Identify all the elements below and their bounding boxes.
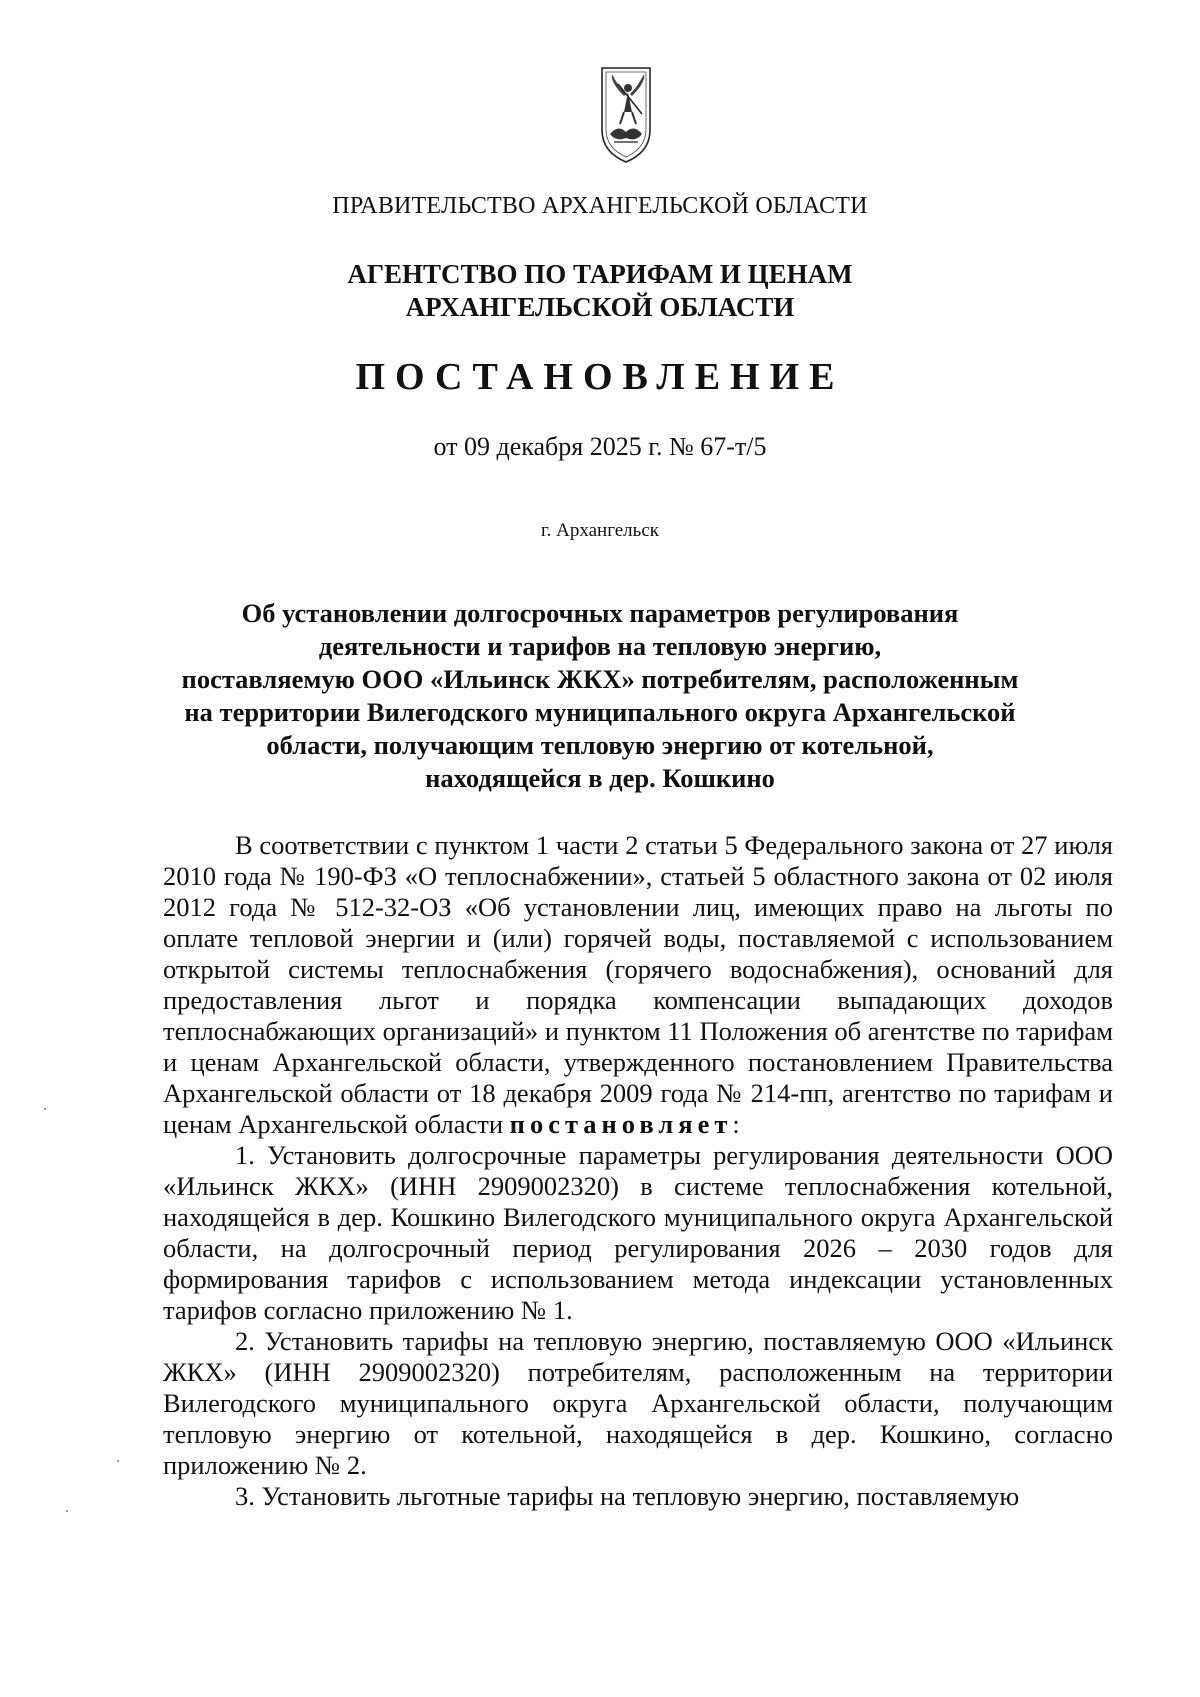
preamble-paragraph — [163, 830, 1113, 1140]
agency-name — [0, 258, 1200, 324]
title-line: находящейся в дер. Кошкино — [425, 763, 775, 793]
document-city: г. Архангельск — [540, 520, 659, 541]
decree-word: постановляет — [509, 1109, 733, 1139]
title-line: поставляемую ООО «Ильинск ЖКХ» потребителям, расположенным — [181, 664, 1019, 694]
scan-speck — [117, 1460, 119, 1462]
document-title — [0, 597, 1200, 795]
document-body — [163, 830, 1113, 1512]
decree-item-2: 2. Установить тарифы на тепловую энергию, поставляемую ООО «Ильинск ЖКХ» (ИНН 2909002320) потребителям, расположенным на территории Вилегодского муниципального округа Архангельской области, получающим тепловую энергию от котельной, находящейся в дер. Кошкино, согласно приложению № 2. — [163, 1326, 1113, 1480]
preamble-text: В соответствии с пунктом 1 части 2 статьи 5 Федерального закона от 27 июля 2010 года № 190-ФЗ «О теплоснабжении», статьей 5 областного закона от 02 июля 2012 года № 512-32-ОЗ «Об установлении лиц, имеющих право на льготы по оплате тепловой энергии и (или) горячей воды, поставляемой с использованием открытой системы теплоснабжения (горячего водоснабжения), оснований для предоставления льгот и порядка компенсации выпадающих доходов теплоснабжающих организаций» и пунктом 11 Положения об агентстве по тарифам и ценам Архангельской области, утвержденного постановлением Правительства Архангельской области от 18 декабря 2009 года № 214-пп, агентство по тарифам и ценам Архангельской области — [163, 830, 1113, 1139]
scan-speck — [44, 1108, 46, 1110]
coat-of-arms-icon — [598, 64, 654, 164]
agency-name-line: АГЕНТСТВО ПО ТАРИФАМ И ЦЕНАМ — [347, 259, 853, 289]
government-name: ПРАВИТЕЛЬСТВО АРХАНГЕЛЬСКОЙ ОБЛАСТИ — [332, 193, 868, 219]
document-date-number: от 09 декабря 2025 г. № 67-т/5 — [433, 432, 767, 461]
document-type: ПОСТАНОВЛЕНИЕ — [355, 356, 845, 398]
title-line: на территории Вилегодского муниципального округа Архангельской — [184, 697, 1016, 727]
decree-item-3: 3. Установить льготные тарифы на тепловую энергию, поставляемую — [235, 1481, 1020, 1511]
title-line: области, получающим тепловую энергию от котельной, — [266, 730, 934, 760]
title-line: Об установлении долгосрочных параметров регулирования — [241, 598, 959, 628]
decree-item-1: 1. Установить долгосрочные параметры регулирования деятельности ООО «Ильинск ЖКХ» (ИНН 2909002320) в системе теплоснабжения котельной, находящейся в дер. Кошкино Вилегодского муниципального округа Архангельской области, на долгосрочный период регулирования 2026 – 2030 годов для формирования тарифов с использованием метода индексации установленных тарифов согласно приложению № 1. — [163, 1140, 1113, 1325]
title-line: деятельности и тарифов на тепловую энергию, — [318, 631, 882, 661]
agency-name-line: АРХАНГЕЛЬСКОЙ ОБЛАСТИ — [405, 292, 795, 322]
decree-colon: : — [732, 1109, 740, 1139]
scan-speck — [66, 1510, 68, 1512]
